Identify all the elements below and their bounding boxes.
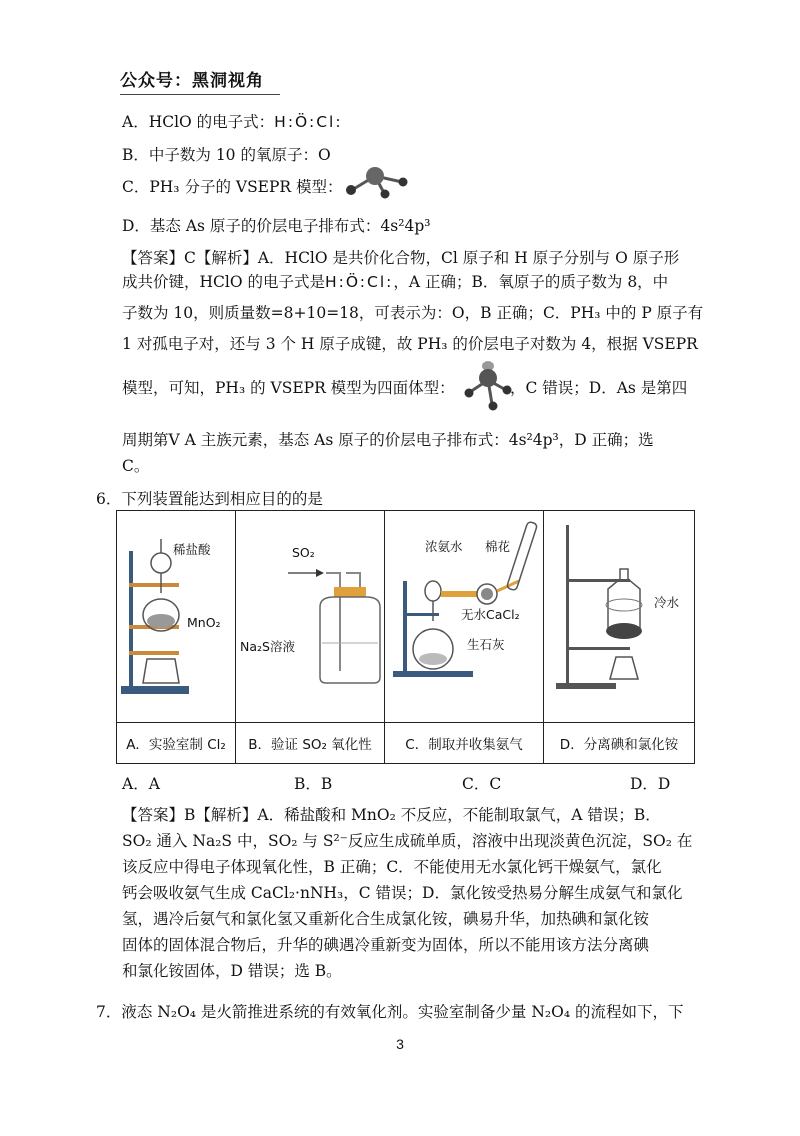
apparatus-c-cell bbox=[385, 511, 544, 723]
answer5-line3: 子数为 10，则质量数=8+10=18，可表示为：O，B 正确；C．PH₃ 中的 P 原子有 bbox=[122, 304, 704, 322]
answer5-line2 bbox=[122, 272, 668, 292]
label-mno2: MnO₂ bbox=[187, 615, 221, 630]
tetrahedral-model-icon bbox=[462, 360, 514, 414]
apparatus-c-figure bbox=[385, 511, 543, 721]
watermark-text: 公众号：黑洞视角 bbox=[120, 71, 264, 91]
answer5-line2-text: 成共价键，HClO 的电子式是 bbox=[122, 273, 325, 291]
option-b: B．中子数为 10 的氧原子：O bbox=[122, 146, 331, 164]
vsepr-ball-model-icon bbox=[340, 166, 412, 200]
apparatus-b-cell bbox=[236, 511, 385, 723]
caption-c: C．制取并收集氨气 bbox=[385, 723, 544, 764]
answer5-line5-tail: ，C 错误；D．As 是第四 bbox=[510, 379, 688, 397]
electron-formula-inline: H:Ö:Cl: bbox=[324, 273, 394, 291]
caption-d: D．分离碘和氯化铵 bbox=[544, 723, 695, 764]
label-so2: SO₂ bbox=[292, 545, 315, 560]
label-cotton: 棉花 bbox=[485, 539, 511, 554]
answer5-line6: 周期第Ⅴ A 主族元素，基态 As 原子的价层电子排布式：4s²4p³，D 正确；选 bbox=[122, 431, 654, 449]
option-a bbox=[122, 112, 343, 132]
option-c bbox=[122, 177, 343, 197]
answer5-line5-text: 模型，可知，PH₃ 的 VSEPR 模型为四面体型： bbox=[122, 379, 455, 397]
answer6-line5: 氢，遇冷后氨气和氯化氢又重新化合生成氯化铵，碘易升华，加热碘和氯化铵 bbox=[122, 910, 650, 928]
answer6-line3: 该反应中得电子体现氧化性，B 正确；C．不能使用无水氯化钙干燥氨气，氯化 bbox=[122, 858, 662, 876]
answer6-line1: 【答案】B【解析】A．稀盐酸和 MnO₂ 不反应，不能制取氯气，A 错误；B． bbox=[122, 806, 661, 824]
q6-apparatus-table bbox=[116, 510, 692, 762]
choice-c: C．C bbox=[462, 775, 502, 793]
answer6-line6: 固体的固体混合物后，升华的碘遇冷重新变为固体，所以不能用该方法分离碘 bbox=[122, 936, 650, 954]
answer5-line7: C。 bbox=[122, 457, 150, 475]
option-d: D．基态 As 原子的价层电子排布式：4s²4p³ bbox=[122, 217, 431, 235]
answer5-line4: 1 对孤电子对，还与 3 个 H 原子成键，故 PH₃ 的价层电子对数为 4，根据 VSEPR bbox=[122, 335, 698, 353]
answer6-line4: 钙会吸收氨气生成 CaCl₂·nNH₃，C 错误；D．氯化铵受热易分解生成氨气和氯化 bbox=[122, 884, 683, 902]
label-na2s-solution: Na₂S溶液 bbox=[240, 639, 295, 654]
answer6-line7: 和氯化铵固体，D 错误；选 B。 bbox=[122, 962, 342, 980]
option-c-text: C．PH₃ 分子的 VSEPR 模型： bbox=[122, 178, 343, 196]
apparatus-d-figure bbox=[544, 511, 694, 721]
answer5-line1: 【答案】C【解析】A．HClO 是共价化合物，Cl 原子和 H 原子分别与 O 原子形 bbox=[122, 249, 680, 267]
apparatus-d-cell bbox=[544, 511, 695, 723]
q6-stem: 6．下列装置能达到相应目的的是 bbox=[96, 490, 323, 508]
choice-a: A．A bbox=[122, 775, 160, 793]
answer5-line5 bbox=[122, 378, 455, 398]
option-a-text: A．HClO 的电子式： bbox=[122, 113, 275, 131]
label-cold-water: 冷水 bbox=[654, 595, 680, 610]
apparatus-b-figure bbox=[236, 511, 384, 721]
label-quicklime: 生石灰 bbox=[467, 637, 505, 652]
apparatus-a-figure bbox=[117, 511, 235, 721]
page-number: 3 bbox=[396, 1036, 404, 1052]
choice-b: B．B bbox=[294, 775, 333, 793]
label-conc-ammonia: 浓氨水 bbox=[425, 539, 463, 554]
label-anhydrous-cacl2: 无水CaCl₂ bbox=[461, 607, 520, 622]
caption-a: A．实验室制 Cl₂ bbox=[117, 723, 236, 764]
q7-stem: 7．液态 N₂O₄ 是火箭推进系统的有效氧化剂。实验室制备少量 N₂O₄ 的流程如下，下 bbox=[96, 1003, 684, 1021]
apparatus-a-cell bbox=[117, 511, 236, 723]
caption-b: B．验证 SO₂ 氧化性 bbox=[236, 723, 385, 764]
watermark-logo bbox=[120, 66, 280, 95]
label-dilute-hcl: 稀盐酸 bbox=[173, 542, 211, 557]
answer5-line2-tail: ，A 正确；B．氧原子的质子数为 8，中 bbox=[393, 273, 669, 291]
choice-d: D．D bbox=[630, 775, 671, 793]
answer6-line2: SO₂ 通入 Na₂S 中，SO₂ 与 S²⁻反应生成硫单质，溶液中出现淡黄色沉淀，SO₂ 在 bbox=[122, 832, 693, 850]
electron-formula: H:Ö:Cl: bbox=[274, 113, 343, 131]
